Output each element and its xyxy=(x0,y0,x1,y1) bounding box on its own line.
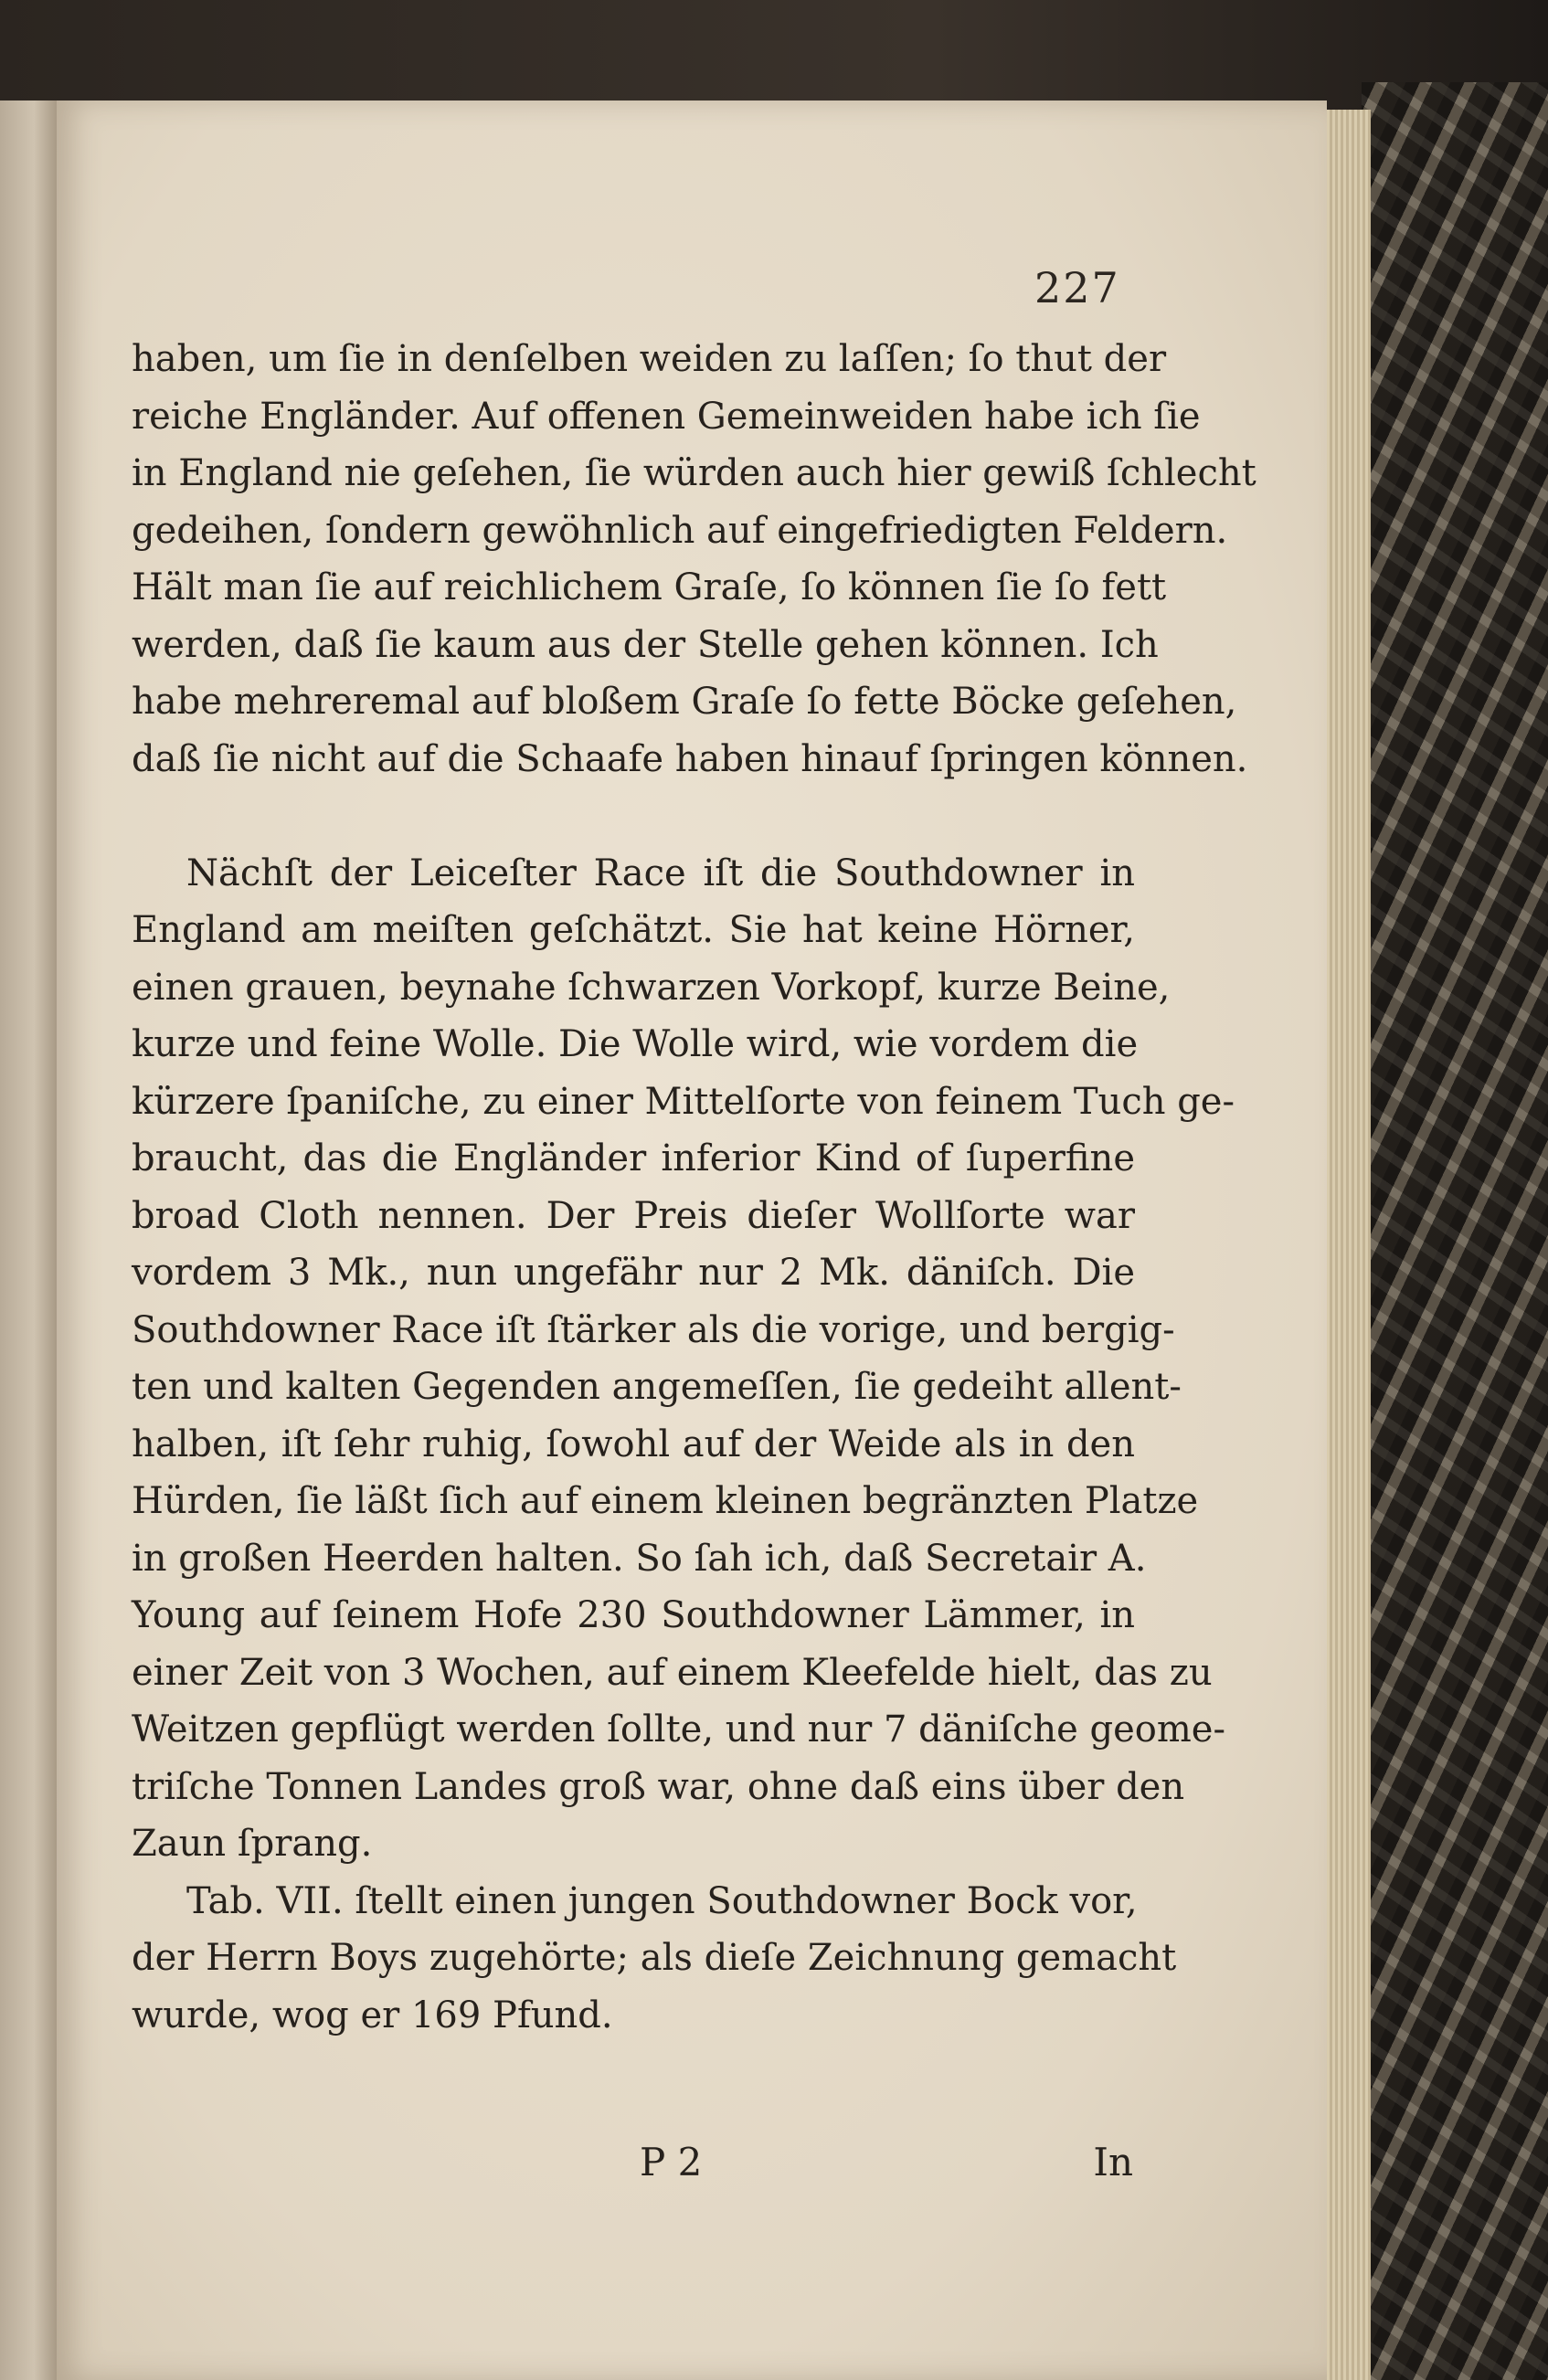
text-line: wurde, wog er 169 Pfund. xyxy=(132,1994,613,2036)
text-line: in England nie geſehen, ſie würden auch hier gewiß ſchlecht xyxy=(132,452,1256,494)
text-line: Hürden, ſie läßt ſich auf einem kleinen begränzten Platze xyxy=(132,1480,1199,1522)
text-line: Tab. VII. ſtellt einen jungen Southdowner Bock vor, xyxy=(186,1879,1138,1922)
text-line: kürzere ſpaniſche, zu einer Mittelſorte von feinem Tuch ge- xyxy=(132,1080,1235,1123)
book-page xyxy=(57,100,1327,2380)
text-line: werden, daß ſie kaum aus der Stelle gehen können. Ich xyxy=(132,623,1159,666)
text-line: braucht, das die Engländer inferior Kind of ſuperfine xyxy=(132,1137,1135,1179)
body-text xyxy=(132,331,1256,2044)
text-line: reiche Engländer. Auf offenen Gemeinweiden habe ich ſie xyxy=(132,395,1201,438)
text-line: Young auf ſeinem Hofe 230 Southdowner Lämmer, in xyxy=(132,1594,1135,1636)
text-line: Southdowner Race iſt ſtärker als die vorige, und bergig- xyxy=(132,1308,1175,1351)
paragraph-gap xyxy=(132,788,1135,845)
signature-mark: P 2 xyxy=(640,2140,703,2184)
text-line: kurze und feine Wolle. Die Wolle wird, wie vordem die xyxy=(132,1023,1139,1065)
page-footer xyxy=(132,2140,1135,2196)
text-line: in großen Heerden halten. So ſah ich, daß Secretair A. xyxy=(132,1537,1147,1580)
text-line: Hält man ſie auf reichlichem Graſe, ſo können ſie ſo fett xyxy=(132,566,1167,608)
text-line: England am meiſten geſchätzt. Sie hat keine Hörner, xyxy=(132,909,1135,951)
text-line: der Herrn Boys zugehörte; als dieſe Zeichnung gemacht xyxy=(132,1937,1177,1979)
marbled-cover-edge xyxy=(1362,82,1548,2380)
text-line: einer Zeit von 3 Wochen, auf einem Kleefelde hielt, das zu xyxy=(132,1651,1213,1694)
text-line: gedeihen, ſondern gewöhnlich auf eingefriedigten Feldern. xyxy=(132,509,1228,552)
text-line: Weitzen gepflügt werden ſollte, und nur 7 däniſche geome- xyxy=(132,1708,1225,1751)
text-line: broad Cloth nennen. Der Preis dieſer Wollſorte war xyxy=(132,1194,1135,1237)
text-line: Nächſt der Leiceſter Race iſt die Southdowner in xyxy=(186,852,1135,894)
previous-page-edge xyxy=(0,100,57,2380)
text-line: triſche Tonnen Landes groß war, ohne daß eins über den xyxy=(132,1765,1185,1808)
text-line: halben, iſt ſehr ruhig, ſowohl auf der Weide als in den xyxy=(132,1423,1135,1465)
text-line: vordem 3 Mk., nun ungefähr nur 2 Mk. däniſch. Die xyxy=(132,1252,1135,1294)
text-line: einen grauen, beynahe ſchwarzen Vorkopf, kurze Beine, xyxy=(132,966,1171,1009)
page-number: 227 xyxy=(1034,263,1120,312)
text-line: ten und kalten Gegenden angemeſſen, ſie gedeiht allent- xyxy=(132,1366,1182,1408)
text-line: Zaun ſprang. xyxy=(132,1823,373,1865)
text-line: habe mehreremal auf bloßem Graſe ſo fette Böcke geſehen, xyxy=(132,681,1237,723)
text-line: haben, um ſie in denſelben weiden zu laſſen; ſo thut der xyxy=(132,338,1167,380)
catchword: In xyxy=(1093,2140,1133,2184)
text-line: daß ſie nicht auf die Schaafe haben hinauf ſpringen können. xyxy=(132,737,1248,780)
